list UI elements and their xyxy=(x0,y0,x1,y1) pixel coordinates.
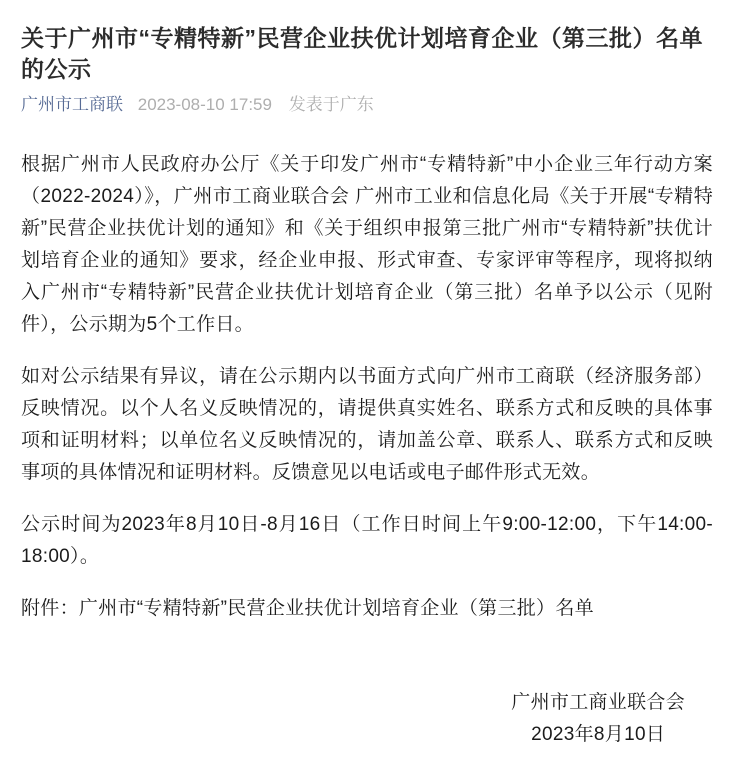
publish-timestamp: 2023-08-10 17:59 xyxy=(137,95,272,114)
signature-organization: 广州市工商业联合会 xyxy=(511,692,685,713)
paragraph-publicity-period: 公示时间为2023年8月10日-8月16日（工作日时间上午9:00-12:00，下午14:00-18:00）。 xyxy=(21,514,713,567)
signature-block xyxy=(511,687,685,751)
attachment-line: 附件：广州市“专精特新”民营企业扶优计划培育企业（第三批）名单 xyxy=(21,598,594,619)
article-title: 关于广州市“专精特新”民营企业扶优计划培育企业（第三批）名单的公示 xyxy=(21,25,703,82)
article-meta xyxy=(21,93,713,117)
paragraph-objection-process: 如对公示结果有异议，请在公示期内以书面方式向广州市工商联（经济服务部）反映情况。以个人名义反映情况的，请提供真实姓名、联系方式和反映的具体事项和证明材料；以单位名义反映情况的，请加盖公章、联系人、联系方式和反映事项的具体情况和证明材料。反馈意见以电话或电子邮件形式无效。 xyxy=(21,366,713,483)
publish-location: 发表于广东 xyxy=(288,95,374,114)
signature-date: 2023年8月10日 xyxy=(531,724,666,745)
account-name-link[interactable]: 广州市工商联 xyxy=(21,95,123,114)
paragraph-basis: 根据广州市人民政府办公厅《关于印发广州市“专精特新”中小企业三年行动方案（2022-2024）》，广州市工商业联合会 广州市工业和信息化局《关于开展“专精特新”民营企业扶优计划的通知》和《关于组织申报第三批广州市“专精特新”扶优计划培育企业的通知》要求，经企业申报、形式审查、专家评审等程序，现将拟纳入广州市“专精特新”民营企业扶优计划培育企业（第三批）名单予以公示（见附件），公示期为5个工作日。 xyxy=(21,154,713,335)
